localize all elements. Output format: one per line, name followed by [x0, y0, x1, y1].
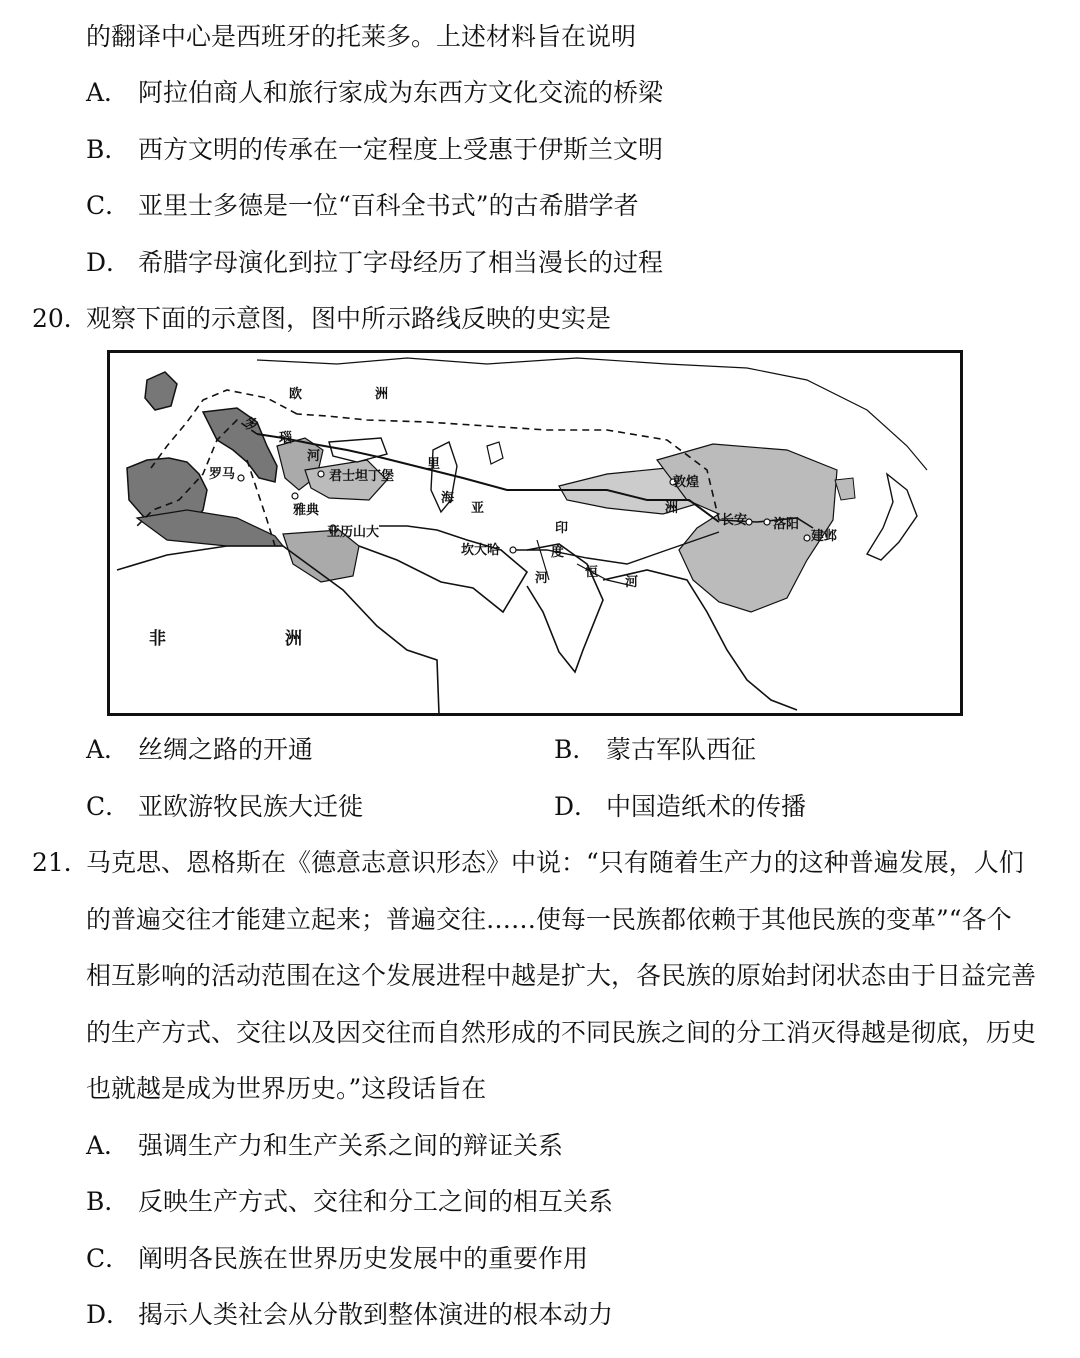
option-letter: C．	[86, 792, 131, 821]
option-text: 亚里士多德是一位“百科全书式”的古希腊学者	[138, 191, 639, 220]
option-letter: D．	[86, 248, 132, 277]
label-kandahar: 坎大哈	[461, 543, 501, 558]
dot-kandahar	[510, 547, 516, 553]
label-rome: 罗马	[209, 467, 236, 482]
label-europe-2: 洲	[375, 387, 389, 402]
option-text: 中国造纸术的传播	[606, 792, 807, 821]
label-jianye: 建邺	[811, 529, 838, 544]
option-text: 丝绸之路的开通	[138, 735, 314, 764]
q20-option-c[interactable]	[86, 790, 363, 824]
label-caspian-2: 海	[441, 491, 455, 506]
label-indus-1: 印	[555, 521, 569, 536]
label-africa-2: 洲	[285, 629, 302, 649]
label-ganges-2: 河	[625, 575, 639, 590]
label-alexandria: 亚历山大	[327, 525, 380, 540]
q21-option-b[interactable]	[86, 1185, 613, 1219]
label-caspian-1: 里	[427, 457, 441, 472]
q19-option-b[interactable]	[86, 133, 663, 167]
q19-option-c[interactable]	[86, 189, 639, 223]
dot-athens	[292, 493, 298, 499]
dot-jianye	[804, 535, 810, 541]
q21-stem-line-2: 的普遍交往才能建立起来；普遍交往……使每一民族都依赖于其他民族的变革”“各个	[86, 905, 1012, 934]
option-letter: C．	[86, 191, 131, 220]
question-number: 21．	[32, 848, 89, 877]
label-ganges-1: 恒	[585, 565, 599, 580]
option-letter: B．	[86, 1187, 130, 1216]
label-asia-2: 洲	[665, 501, 679, 516]
option-text: 亚欧游牧民族大迁徙	[138, 792, 364, 821]
option-text: 阿拉伯商人和旅行家成为东西方文化交流的桥梁	[138, 78, 664, 107]
label-athens: 雅典	[293, 503, 320, 518]
label-danube-1: 多	[245, 417, 259, 432]
q21-option-a[interactable]	[86, 1129, 563, 1163]
label-constantinople: 君士坦丁堡	[329, 469, 395, 484]
option-text: 阐明各民族在世界历史发展中的重要作用	[138, 1244, 589, 1273]
option-letter: D．	[554, 792, 600, 821]
silk-road-map	[107, 350, 963, 716]
q21-stem-line-3: 相互影响的活动范围在这个发展进程中越是扩大，各民族的原始封闭状态由于日益完善	[86, 961, 1037, 990]
q21-option-d[interactable]	[86, 1298, 613, 1332]
option-letter: C．	[86, 1244, 131, 1273]
label-dunhuang: 敦煌	[673, 475, 700, 490]
q20-option-a[interactable]	[86, 733, 313, 767]
q20-option-b[interactable]	[554, 733, 756, 767]
q19-option-a[interactable]	[86, 76, 663, 110]
map-figure	[107, 350, 963, 716]
q21-option-c[interactable]	[86, 1242, 588, 1276]
option-letter: B．	[86, 135, 130, 164]
option-letter: A．	[86, 735, 130, 764]
question-number: 20．	[32, 304, 89, 333]
label-danube-2: 瑙	[279, 431, 293, 446]
label-danube-3: 河	[307, 449, 321, 464]
question-text: 观察下面的示意图，图中所示路线反映的史实是	[86, 304, 612, 333]
question-text: 马克思、恩格斯在《德意志意识形态》中说：“只有随着生产力的这种普遍发展，人们	[86, 848, 1024, 877]
option-text: 揭示人类社会从分散到整体演进的根本动力	[138, 1300, 614, 1329]
option-text: 希腊字母演化到拉丁字母经历了相当漫长的过程	[138, 248, 664, 277]
dot-constantinople	[318, 471, 324, 477]
q20-option-d[interactable]	[554, 790, 806, 824]
option-text: 西方文明的传承在一定程度上受惠于伊斯兰文明	[138, 135, 664, 164]
option-text: 蒙古军队西征	[606, 735, 757, 764]
option-text: 强调生产力和生产关系之间的辩证关系	[138, 1131, 564, 1160]
q20-stem	[32, 302, 611, 336]
option-letter: A．	[86, 78, 130, 107]
option-text: 反映生产方式、交往和分工之间的相互关系	[138, 1187, 614, 1216]
label-indus-2: 度	[551, 545, 565, 560]
dot-luoyang	[764, 519, 770, 525]
label-europe-1: 欧	[289, 387, 303, 402]
q21-stem-line-1	[32, 846, 1024, 880]
q19-stem-tail: 的翻译中心是西班牙的托莱多。上述材料旨在说明	[86, 22, 637, 51]
q21-stem-line-5: 也就越是成为世界历史。”这段话旨在	[86, 1074, 487, 1103]
label-luoyang: 洛阳	[773, 517, 800, 532]
label-indus-3: 河	[535, 571, 549, 586]
q21-stem-line-4: 的生产方式、交往以及因交往而自然形成的不同民族之间的分工消灭得越是彻底，历史	[86, 1018, 1037, 1047]
option-letter: A．	[86, 1131, 130, 1160]
option-letter: D．	[86, 1300, 132, 1329]
option-letter: B．	[554, 735, 598, 764]
dot-rome	[238, 475, 244, 481]
label-changan: 长安	[721, 513, 748, 528]
label-africa-1: 非	[149, 629, 166, 649]
label-asia-1: 亚	[471, 501, 485, 516]
q19-option-d[interactable]	[86, 246, 663, 280]
